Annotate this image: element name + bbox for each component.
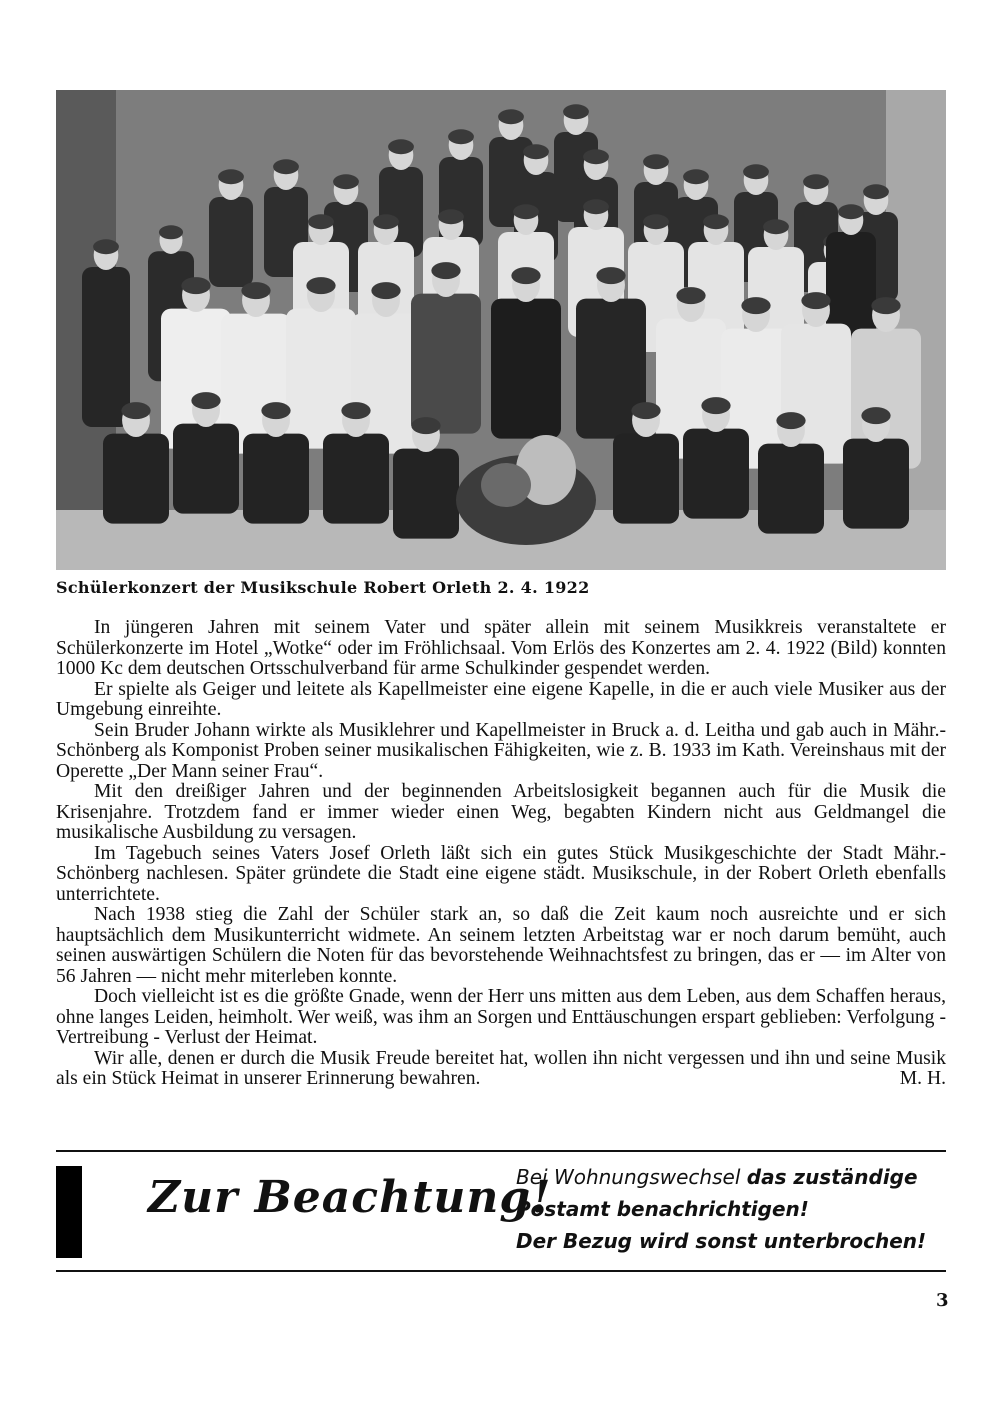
notice-text (516, 1161, 926, 1257)
notice-bottom-rule (56, 1270, 946, 1272)
notice-title: Zur Beachtung! (148, 1172, 552, 1223)
author-signature: M. H. (899, 1068, 946, 1089)
page-number: 3 (936, 1290, 949, 1311)
paragraph: In jüngeren Jahren mit seinem Vater und später allein mit seinem Musikkreis veranstaltete er Schülerkonzerte im Hotel „Wotke“ oder im Fröhlichsaal. Vom Erlös des Konzertes am 2. 4. 1922 (Bild) konnten 1000 Kc dem deutschen Ortsschulverband für arme Schulkinder gespendet werden. (56, 617, 946, 679)
photo-caption: Schülerkonzert der Musikschule Robert Orleth 2. 4. 1922 (56, 578, 590, 597)
paragraph: Sein Bruder Johann wirkte als Musiklehrer und Kapellmeister in Bruck a. d. Leitha und gab auch in Mähr.-Schönberg als Komponist Proben seiner musikalischen Fähigkeiten, wie z. B. 1933 im Kath. Vereinshaus mit der Operette „Der Mann seiner Frau“. (56, 719, 946, 782)
paragraph: Mit den dreißiger Jahren und der beginnenden Arbeitslosigkeit begannen auch für die Musik die Krisenjahre. Trotzdem fand er immer wieder einen Weg, begabten Kindern nicht aus Geldmangel die musikalische Ausbildung zu versagen. (56, 781, 946, 843)
paragraph: Im Tagebuch seines Vaters Josef Orleth läßt sich ein gutes Stück Musikgeschichte der Stadt Mähr.-Schönberg nachlesen. Später gründete die Stadt eine eigene städt. Musikschule, in der Robert Orleth ebenfalls unterrichtete. (56, 842, 946, 905)
notice-top-rule (56, 1150, 946, 1152)
group-photo (56, 90, 946, 570)
notice-black-bar (56, 1166, 82, 1258)
notice-line-3: Der Bezug wird sonst unterbrochen! (516, 1229, 927, 1253)
notice-line-2: Postamt benachrichtigen! (516, 1197, 809, 1221)
article-body (56, 618, 946, 1090)
notice-line-1-regular: Bei Wohnungswechsel (516, 1165, 747, 1189)
paragraph-text: Wir alle, denen er durch die Musik Freude bereitet hat, wollen ihn nicht vergessen und ihn und seine Musik als ein Stück Heimat in unserer Erinnerung bewahren. (56, 1047, 946, 1089)
paragraph: Doch vielleicht ist es die größte Gnade, wenn der Herr uns mitten aus dem Leben, aus dem Schaffen heraus, ohne langes Leiden, heimholt. Wer weiß, was ihm an Sorgen und Enttäuschungen erspart geblieben: Verfolgung - Vertreibung - Verlust der Heimat. (56, 986, 946, 1048)
notice-line-1 (516, 1161, 926, 1193)
notice-line-1-bold: das zuständige (746, 1165, 918, 1189)
group-photo-image (56, 90, 946, 570)
paragraph: Nach 1938 stieg die Zahl der Schüler stark an, so daß die Zeit kaum noch ausreichte und er sich hauptsächlich dem Musikunterricht widmete. An seinem letzten Arbeitstag war er noch darum bemüht, auch seinen auswärtigen Schülern die Noten für das bevorstehende Weihnachtsfest zu bringen, das er — im Alter von 56 Jahren — nicht mehr miterleben konnte. (56, 904, 946, 987)
paragraph: Er spielte als Geiger und leitete als Kapellmeister eine eigene Kapelle, in die er auch viele Musiker aus der Umgebung einreihte. (56, 678, 946, 720)
paragraph-final (56, 1049, 946, 1090)
